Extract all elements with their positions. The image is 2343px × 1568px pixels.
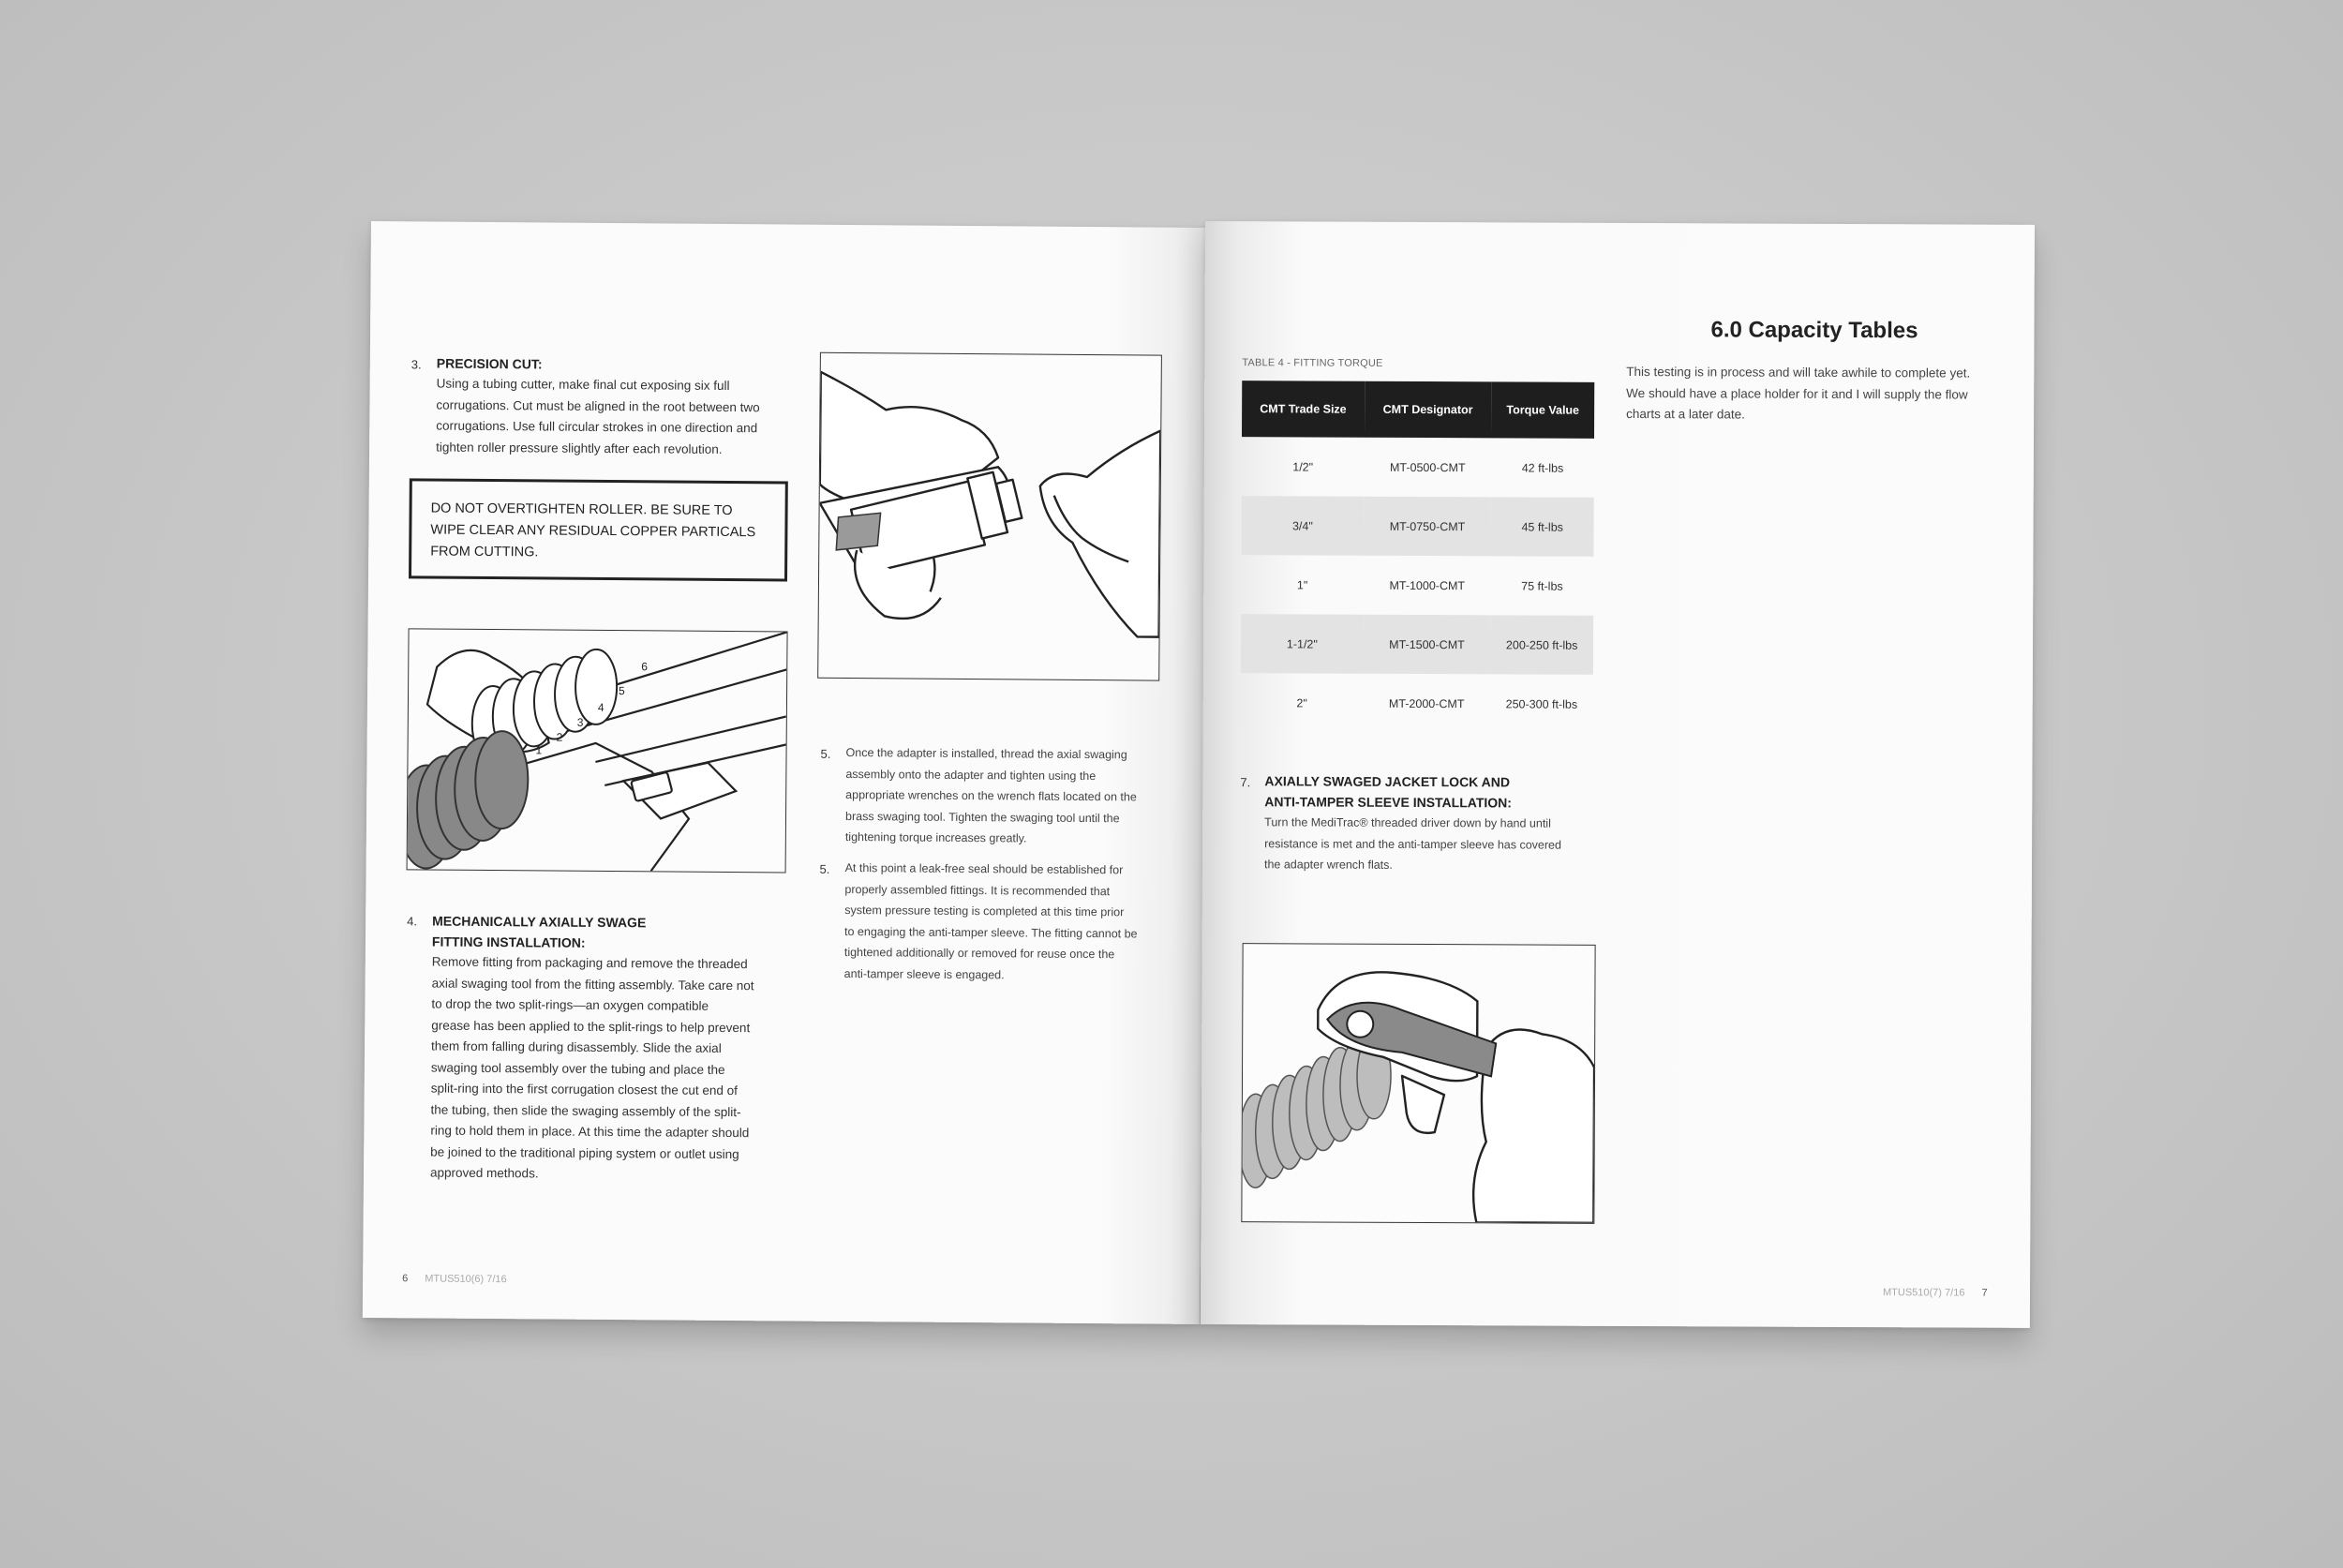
step-4-line: Remove fitting from packaging and remove the threaded (431, 954, 748, 972)
table-cell: MT-2000-CMT (1388, 696, 1465, 710)
wrench-hands-icon (1242, 944, 1594, 1223)
table-row (1241, 555, 1593, 616)
section-line: charts at a later date. (1626, 406, 1745, 422)
table-cell: 42 ft-lbs (1521, 460, 1564, 475)
table-cell: 2" (1296, 695, 1307, 709)
section-line: This testing is in process and will take awhile to complete yet. (1626, 364, 1971, 381)
step-4-line: split-ring into the first corrugation closest the cut end of (430, 1081, 738, 1098)
table-cell: 3/4" (1241, 496, 1364, 556)
tubing-corrugations-icon (408, 629, 787, 872)
table-cell: 45 ft-lbs (1491, 497, 1594, 556)
step-3 (436, 353, 783, 461)
column-header: CMT Trade Size (1242, 381, 1365, 438)
step-5-line: appropriate wrenches on the wrench flats located on the (845, 787, 1137, 804)
table-cell: 75 ft-lbs (1521, 578, 1563, 593)
hands-adapter-icon (818, 353, 1161, 680)
step-3-line: tighten roller pressure slightly after each revolution. (436, 440, 723, 456)
table-cell: 250-300 ft-lbs (1505, 696, 1578, 711)
step-5b-line: tightened additionally or removed for reuse once the (843, 945, 1115, 962)
step-5b-line: to engaging the anti-tamper sleeve. The fitting cannot be (844, 924, 1138, 940)
table-row (1241, 673, 1593, 734)
table-cell: MT-0750-CMT (1364, 497, 1491, 557)
step-3-line: corrugations. Cut must be aligned in the root between two (436, 397, 760, 414)
table-header-row (1242, 381, 1594, 439)
corrugation-label: 5 (619, 684, 625, 698)
table-cell: MT-1500-CMT (1364, 615, 1491, 675)
torque-table (1241, 381, 1595, 734)
step-4-title: FITTING INSTALLATION: (431, 933, 586, 950)
step-4-line: the tubing, then slide the swaging assembly of the split- (430, 1102, 741, 1119)
step-5-line: assembly onto the adapter and tighten using the (845, 767, 1097, 783)
wrench-illustration (1241, 943, 1595, 1224)
step-4-line: them from falling during disassembly. Slide the axial (431, 1038, 722, 1055)
step-4-number: 4. (407, 914, 418, 929)
right-page (1201, 221, 2035, 1328)
step-7-line: Turn the MediTrac® threaded driver down by hand until (1264, 815, 1551, 830)
step-4-line: to drop the two split-rings—an oxygen compatible (431, 996, 709, 1013)
table-caption: TABLE 4 - FITTING TORQUE (1242, 357, 1383, 369)
adapter-hands-illustration (817, 352, 1162, 681)
step-4-line: be joined to the traditional piping system or outlet using (430, 1144, 739, 1161)
step-3-line: Using a tubing cutter, make final cut exposing six full (436, 376, 730, 394)
document-code: MTUS510(6) 7/16 (425, 1273, 507, 1286)
step-4-line: ring to hold them in place. At this time the adapter should (430, 1123, 750, 1141)
step-3-title: PRECISION CUT: (436, 355, 543, 372)
step-5b-number: 5. (819, 861, 830, 876)
section-title: 6.0 Capacity Tables (1710, 317, 1918, 344)
table-row (1241, 614, 1593, 675)
step-5-line: tightening torque increases greatly. (844, 829, 1027, 845)
step-5b-line: anti-tamper sleeve is engaged. (843, 966, 1005, 981)
step-4 (430, 911, 798, 1187)
step-4-line: axial swaging tool from the fitting assembly. Take care not (431, 976, 754, 993)
step-7-line: resistance is met and the anti-tamper sleeve has covered (1264, 836, 1561, 852)
step-7-line: the adapter wrench flats. (1263, 858, 1393, 872)
column-header: CMT Designator (1365, 381, 1492, 439)
step-5b-line: At this point a leak-free seal should be established for (844, 860, 1124, 877)
step-5b-line: system pressure testing is completed at this time prior (844, 903, 1125, 919)
table-cell: 1/2" (1292, 459, 1314, 474)
left-page (363, 221, 1208, 1324)
step-5-line: Once the adapter is installed, thread the axial swaging (845, 745, 1127, 762)
table-cell: 1-1/2" (1241, 614, 1364, 674)
step-5 (845, 742, 1184, 850)
right-page-footer (1883, 1287, 1988, 1298)
warning-line: FROM CUTTING. (430, 544, 539, 560)
table-cell: 200-250 ft-lbs (1490, 615, 1593, 674)
step-7-title: ANTI-TAMPER SLEEVE INSTALLATION: (1264, 794, 1512, 811)
corrugation-label: 4 (597, 700, 604, 714)
table-cell: MT-0500-CMT (1389, 460, 1466, 474)
step-7 (1264, 770, 1611, 876)
step-5b-line: properly assembled fittings. It is recommended that (844, 882, 1111, 898)
left-page-footer (402, 1273, 507, 1285)
table-cell: 1" (1296, 577, 1308, 591)
step-3-line: corrugations. Use full circular strokes in one direction and (436, 418, 758, 436)
step-5-line: brass swaging tool. Tighten the swaging tool until the (844, 809, 1120, 825)
corrugation-label: 6 (641, 660, 649, 674)
warning-line: DO NOT OVERTIGHTEN ROLLER. BE SURE TO (430, 500, 733, 519)
step-7-title: AXIALLY SWAGED JACKET LOCK AND (1264, 773, 1511, 790)
page-number: 7 (1981, 1287, 1988, 1299)
warning-box (409, 478, 788, 581)
step-4-line: grease has been applied to the split-rings to help prevent (431, 1018, 751, 1035)
table-row (1241, 496, 1593, 557)
document-code: MTUS510(7) 7/16 (1882, 1287, 1965, 1299)
tubing-cut-illustration (407, 628, 788, 873)
step-4-line: approved methods. (429, 1165, 539, 1181)
step-7-number: 7. (1240, 775, 1251, 790)
step-3-number: 3. (410, 357, 422, 372)
table-cell: MT-1000-CMT (1389, 578, 1466, 592)
step-4-line: swaging tool assembly over the tubing and place the (430, 1060, 725, 1077)
table-row (1242, 437, 1594, 498)
section-body (1626, 362, 2029, 426)
corrugation-label: 3 (576, 715, 584, 729)
warning-line: WIPE CLEAR ANY RESIDUAL COPPER PARTICALS (430, 522, 756, 541)
step-5b (844, 858, 1183, 987)
corrugation-label: 2 (556, 730, 563, 744)
corrugation-label: 1 (535, 743, 543, 757)
step-5-number: 5. (820, 746, 831, 761)
column-header: Torque Value (1491, 381, 1594, 438)
section-line: We should have a place holder for it and I will supply the flow (1626, 385, 1968, 402)
step-4-title: MECHANICALLY AXIALLY SWAGE (432, 913, 647, 931)
page-number: 6 (402, 1273, 409, 1285)
